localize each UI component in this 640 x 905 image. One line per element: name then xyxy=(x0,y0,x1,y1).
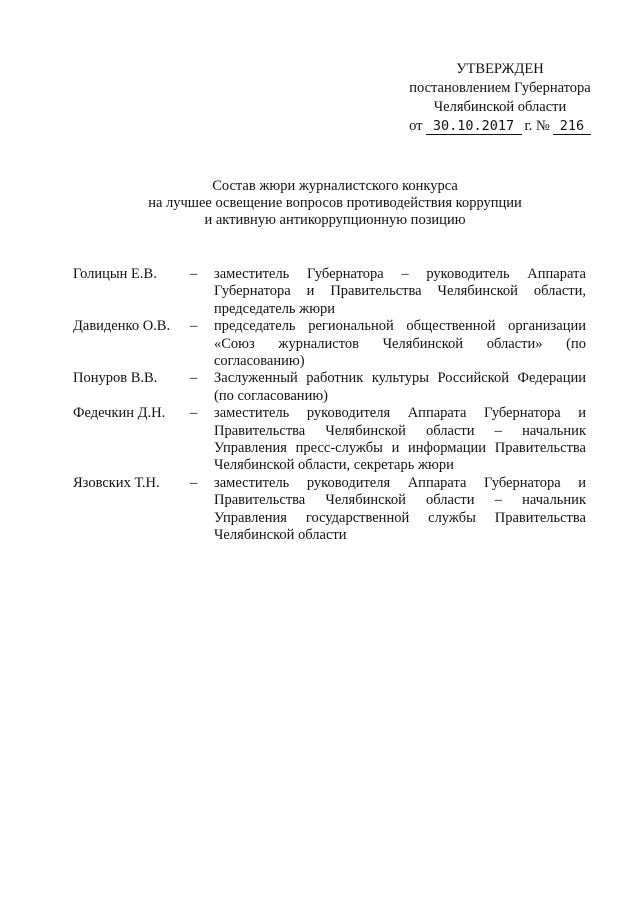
member-role: заместитель руководителя Аппарата Губернатора и Правительства Челябинской области – начальник Управления государственной службы Правительства Челябинской области xyxy=(214,474,586,544)
title-line-1: Состав жюри журналистского конкурса xyxy=(212,178,458,194)
member-name: Понуров В.В. xyxy=(73,370,158,387)
year-suffix: г. № xyxy=(524,118,550,134)
jury-members-list xyxy=(73,266,593,545)
member-role: заместитель руководителя Аппарата Губернатора и Правительства Челябинской области – начальник Управления пресс-службы и информации Правительства Челябинской области, секретарь жюри xyxy=(214,405,586,474)
jury-member xyxy=(73,405,593,475)
jury-member xyxy=(73,266,593,318)
approval-date: 30.10.2017 xyxy=(426,118,522,135)
member-name: Язовских Т.Н. xyxy=(73,474,160,491)
member-dash: – xyxy=(190,266,198,282)
title-line-2: на лучшее освещение вопросов противодействия коррупции xyxy=(148,195,522,211)
member-dash: – xyxy=(190,405,198,422)
approval-date-line xyxy=(390,117,610,136)
member-name: Давиденко О.В. xyxy=(73,318,171,335)
member-role: заместитель Губернатора – руководитель Аппарата Губернатора и Правительства Челябинской области, председатель жюри xyxy=(214,266,586,317)
member-name: Голицын Е.В. xyxy=(73,266,157,282)
document-title xyxy=(100,178,570,229)
approval-heading: УТВЕРЖДЕН xyxy=(456,61,544,77)
member-role: Заслуженный работник культуры Российской Федерации (по согласованию) xyxy=(214,370,586,404)
member-dash: – xyxy=(190,318,198,335)
approval-line-1: постановлением Губернатора xyxy=(409,80,591,96)
date-prefix: от xyxy=(409,118,423,134)
jury-member xyxy=(73,318,593,370)
jury-member xyxy=(73,370,593,405)
title-line-3: и активную антикоррупционную позицию xyxy=(204,212,466,228)
jury-member xyxy=(73,475,593,545)
member-dash: – xyxy=(190,370,198,387)
member-role: председатель региональной общественной организации «Союз журналистов Челябинской области» (по согласованию) xyxy=(214,318,586,370)
member-dash: – xyxy=(190,474,198,491)
member-name: Федечкин Д.Н. xyxy=(73,405,166,422)
approval-line-2: Челябинской области xyxy=(433,99,567,115)
approval-stamp xyxy=(390,60,610,136)
approval-number: 216 xyxy=(553,118,591,135)
